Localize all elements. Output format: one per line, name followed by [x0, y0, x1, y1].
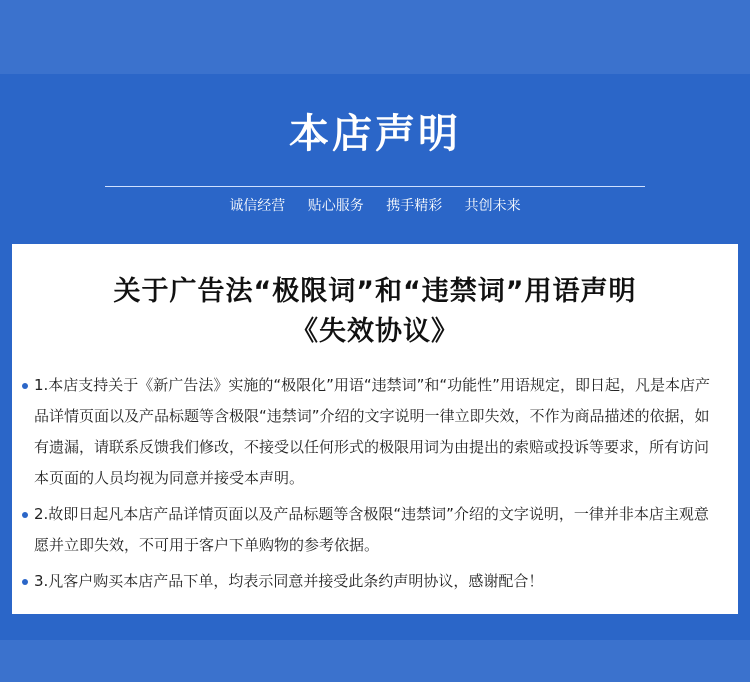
- notice-card: [12, 244, 738, 614]
- clause-text: 2.故即日起凡本店产品详情页面以及产品标题等含极限“违禁词”介绍的文字说明，一律并非本店主观意愿并立即失效，不可用于客户下单购物的参考依据。: [34, 505, 709, 554]
- clause-item: [22, 499, 718, 561]
- bullet-dot-icon: [22, 383, 28, 389]
- notice-title: 关于广告法“极限词”和“违禁词”用语声明: [113, 276, 637, 307]
- clause-text: 1.本店支持关于《新广告法》实施的“极限化”用语“违禁词”和“功能性”用语规定，即日起，凡是本店产品详情页面以及产品标题等含极限“违禁词”介绍的文字说明一律立即失效，不作为商品描述的依据，如有遗漏，请联系反馈我们修改，不接受以任何形式的极限用词为由提出的索赔或投诉等要求，所有访问本页面的人员均视为同意并接受本声明。: [34, 376, 710, 487]
- bullet-dot-icon: [22, 579, 28, 585]
- clause-item: [22, 566, 718, 597]
- clause-text: 3.凡客户购买本店产品下单，均表示同意并接受此条约声明协议，感谢配合！: [34, 572, 544, 590]
- slogan-item: 携手精彩: [386, 198, 443, 214]
- clause-item: [22, 370, 718, 494]
- top-band: [0, 0, 750, 74]
- slogan-item: 共创未来: [464, 198, 521, 214]
- header-divider: [105, 186, 645, 187]
- slogan-item: 贴心服务: [307, 198, 364, 214]
- notice-subtitle: 《失效协议》: [291, 316, 459, 347]
- bottom-band: [0, 640, 750, 682]
- page-title: 本店声明: [289, 111, 461, 157]
- slogan-item: 诚信经营: [229, 198, 286, 214]
- slogan-row: [0, 196, 750, 216]
- bullet-dot-icon: [22, 512, 28, 518]
- clause-list: [22, 370, 718, 598]
